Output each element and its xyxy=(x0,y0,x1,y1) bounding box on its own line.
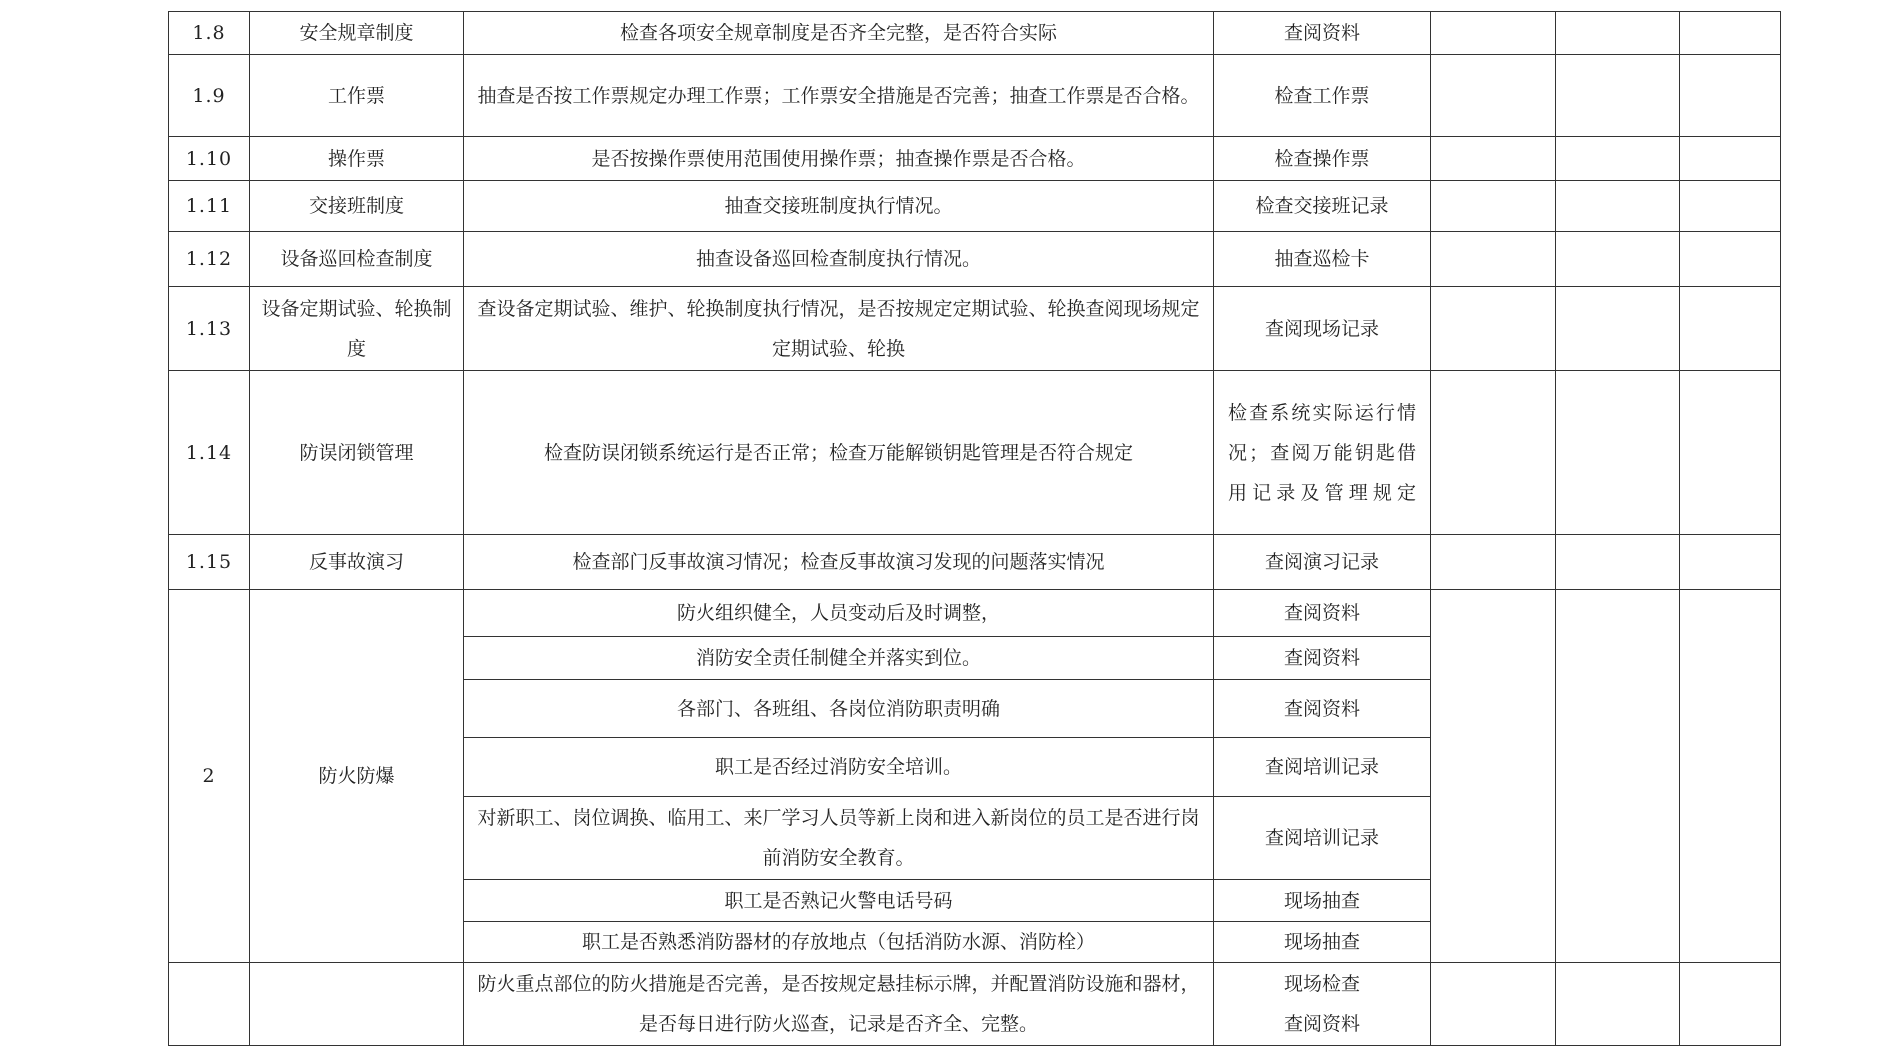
item-number: 1.9 xyxy=(169,55,250,137)
item-name: 防火防爆 xyxy=(250,590,464,963)
blank-cell xyxy=(1556,181,1680,232)
check-method: 检查系统实际运行情况；查阅万能钥匙借用记录及管理规定 xyxy=(1214,371,1431,535)
blank-cell xyxy=(1431,590,1556,963)
item-number xyxy=(169,963,250,1046)
check-method-line: 现场检查 xyxy=(1283,973,1360,995)
check-content: 职工是否熟记火警电话号码 xyxy=(464,880,1214,922)
blank-cell xyxy=(1680,232,1781,287)
check-content: 抽查交接班制度执行情况。 xyxy=(464,181,1214,232)
blank-cell xyxy=(1556,371,1680,535)
blank-cell xyxy=(1431,232,1556,287)
item-number: 2 xyxy=(169,590,250,963)
table-row xyxy=(169,181,1781,232)
blank-cell xyxy=(1556,535,1680,590)
inspection-table xyxy=(168,11,1781,1046)
table-row xyxy=(169,287,1781,371)
check-content: 是否按操作票使用范围使用操作票；抽查操作票是否合格。 xyxy=(464,137,1214,181)
item-number: 1.11 xyxy=(169,181,250,232)
check-content: 职工是否熟悉消防器材的存放地点（包括消防水源、消防栓） xyxy=(464,922,1214,963)
check-content: 消防安全责任制健全并落实到位。 xyxy=(464,637,1214,680)
item-name: 设备定期试验、轮换制度 xyxy=(250,287,464,371)
table-row xyxy=(169,12,1781,55)
blank-cell xyxy=(1556,963,1680,1046)
blank-cell xyxy=(1431,371,1556,535)
blank-cell xyxy=(1556,55,1680,137)
check-method: 检查操作票 xyxy=(1214,137,1431,181)
check-method: 查阅培训记录 xyxy=(1214,738,1431,797)
blank-cell xyxy=(1680,287,1781,371)
item-name: 反事故演习 xyxy=(250,535,464,590)
inspection-table-sheet xyxy=(168,11,1780,1046)
blank-cell xyxy=(1556,137,1680,181)
item-number: 1.14 xyxy=(169,371,250,535)
check-content: 防火组织健全，人员变动后及时调整， xyxy=(464,590,1214,637)
check-method: 查阅资料 xyxy=(1214,680,1431,738)
check-method xyxy=(1214,963,1431,1046)
check-method: 查阅现场记录 xyxy=(1214,287,1431,371)
blank-cell xyxy=(1556,287,1680,371)
check-method: 抽查巡检卡 xyxy=(1214,232,1431,287)
table-row xyxy=(169,232,1781,287)
blank-cell xyxy=(1556,590,1680,963)
item-name: 设备巡回检查制度 xyxy=(250,232,464,287)
item-name: 安全规章制度 xyxy=(250,12,464,55)
check-content: 查设备定期试验、维护、轮换制度执行情况，是否按规定定期试验、轮换查阅现场规定定期试验、轮换 xyxy=(464,287,1214,371)
check-method: 检查交接班记录 xyxy=(1214,181,1431,232)
check-content: 检查部门反事故演习情况；检查反事故演习发现的问题落实情况 xyxy=(464,535,1214,590)
blank-cell xyxy=(1680,137,1781,181)
check-method: 检查工作票 xyxy=(1214,55,1431,137)
check-method: 查阅资料 xyxy=(1214,590,1431,637)
blank-cell xyxy=(1431,535,1556,590)
table-row xyxy=(169,371,1781,535)
item-name: 工作票 xyxy=(250,55,464,137)
check-method: 查阅演习记录 xyxy=(1214,535,1431,590)
table-row xyxy=(169,535,1781,590)
check-content: 抽查是否按工作票规定办理工作票；工作票安全措施是否完善；抽查工作票是否合格。 xyxy=(464,55,1214,137)
check-method: 查阅培训记录 xyxy=(1214,797,1431,880)
check-content: 各部门、各班组、各岗位消防职责明确 xyxy=(464,680,1214,738)
check-method: 现场抽查 xyxy=(1214,922,1431,963)
item-name: 防误闭锁管理 xyxy=(250,371,464,535)
blank-cell xyxy=(1680,963,1781,1046)
blank-cell xyxy=(1680,535,1781,590)
item-number: 1.13 xyxy=(169,287,250,371)
check-method-line: 查阅资料 xyxy=(1283,1013,1360,1035)
table-row xyxy=(169,963,1781,1046)
blank-cell xyxy=(1431,963,1556,1046)
blank-cell xyxy=(1556,232,1680,287)
check-content: 职工是否经过消防安全培训。 xyxy=(464,738,1214,797)
item-number: 1.10 xyxy=(169,137,250,181)
check-content: 检查各项安全规章制度是否齐全完整，是否符合实际 xyxy=(464,12,1214,55)
blank-cell xyxy=(1556,12,1680,55)
blank-cell xyxy=(1431,181,1556,232)
check-content: 抽查设备巡回检查制度执行情况。 xyxy=(464,232,1214,287)
table-row xyxy=(169,137,1781,181)
blank-cell xyxy=(1680,371,1781,535)
table-row xyxy=(169,590,1781,637)
item-number: 1.8 xyxy=(169,12,250,55)
item-number: 1.15 xyxy=(169,535,250,590)
item-name xyxy=(250,963,464,1046)
blank-cell xyxy=(1680,590,1781,963)
blank-cell xyxy=(1680,181,1781,232)
item-name: 操作票 xyxy=(250,137,464,181)
blank-cell xyxy=(1680,55,1781,137)
check-content: 防火重点部位的防火措施是否完善，是否按规定悬挂标示牌，并配置消防设施和器材，是否每日进行防火巡查，记录是否齐全、完整。 xyxy=(464,963,1214,1046)
table-row xyxy=(169,55,1781,137)
blank-cell xyxy=(1431,287,1556,371)
blank-cell xyxy=(1431,12,1556,55)
check-method: 查阅资料 xyxy=(1214,637,1431,680)
blank-cell xyxy=(1431,55,1556,137)
item-name: 交接班制度 xyxy=(250,181,464,232)
check-method: 查阅资料 xyxy=(1214,12,1431,55)
check-method: 现场抽查 xyxy=(1214,880,1431,922)
blank-cell xyxy=(1431,137,1556,181)
item-number: 1.12 xyxy=(169,232,250,287)
check-content: 对新职工、岗位调换、临用工、来厂学习人员等新上岗和进入新岗位的员工是否进行岗前消防安全教育。 xyxy=(464,797,1214,880)
blank-cell xyxy=(1680,12,1781,55)
check-content: 检查防误闭锁系统运行是否正常；检查万能解锁钥匙管理是否符合规定 xyxy=(464,371,1214,535)
